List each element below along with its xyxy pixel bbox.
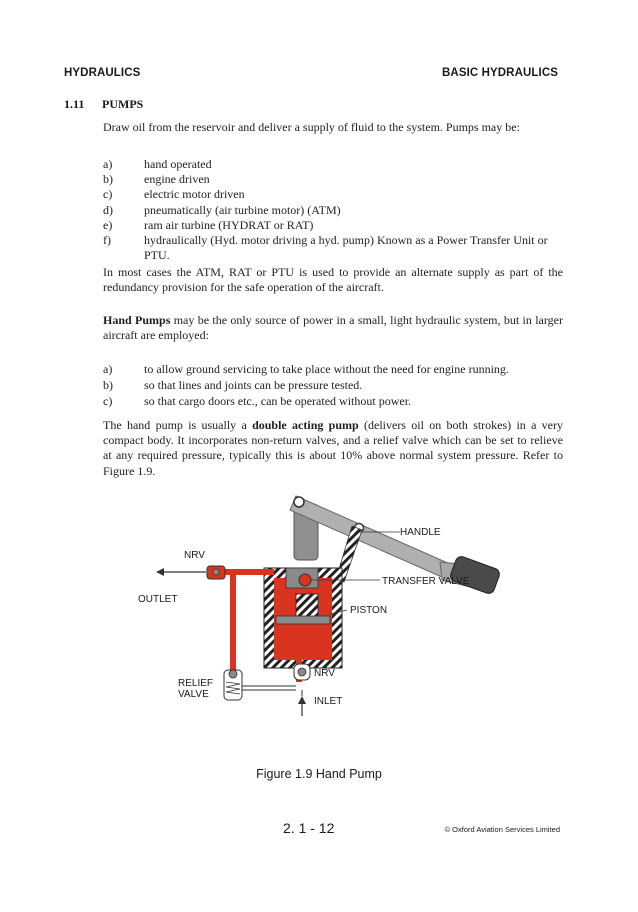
page-number: 2. 1 - 12 bbox=[283, 820, 335, 836]
list-item-text: so that lines and joints can be pressure tested. bbox=[144, 378, 363, 393]
relief-valve bbox=[224, 670, 242, 700]
piston-head bbox=[276, 616, 330, 624]
label-inlet: INLET bbox=[314, 696, 343, 707]
list-item-text: engine driven bbox=[144, 172, 210, 187]
list-item-text: so that cargo doors etc., can be operated without power. bbox=[144, 394, 412, 409]
label-nrv-bottom: NRV bbox=[314, 668, 335, 679]
hand-pumps-rest: may be the only source of power in a small, light hydraulic system, but in larger aircraft are employed: bbox=[103, 313, 563, 343]
list-item-label: f) bbox=[103, 233, 111, 248]
copyright-notice: © Oxford Aviation Services Limited bbox=[444, 825, 560, 834]
list-item-text: electric motor driven bbox=[144, 187, 245, 202]
list-item bbox=[103, 157, 563, 172]
header-right: BASIC HYDRAULICS bbox=[442, 67, 558, 79]
list-item bbox=[103, 233, 563, 263]
list-item-label: a) bbox=[103, 362, 113, 376]
list-item-label: a) bbox=[103, 157, 113, 171]
inlet-arrowhead bbox=[298, 696, 306, 704]
header-left: HYDRAULICS bbox=[64, 67, 141, 79]
hand-pump-uses-list bbox=[103, 362, 563, 410]
list-item bbox=[103, 203, 563, 218]
handle-grip bbox=[440, 555, 501, 595]
list-item-text: to allow ground servicing to take place without the need for engine running. bbox=[144, 362, 509, 376]
list-item-text: hydraulically (Hyd. motor driving a hyd. pump) Known as a Power Transfer Unit or PTU. bbox=[144, 233, 548, 263]
list-item-label: d) bbox=[103, 202, 113, 217]
list-item-label: b) bbox=[103, 378, 113, 393]
double-acting-pre: The hand pump is usually a bbox=[103, 418, 253, 432]
outlet-arrowhead bbox=[156, 568, 164, 576]
list-item-text: hand operated bbox=[144, 157, 212, 171]
list-item bbox=[103, 187, 563, 202]
list-item-label: c) bbox=[103, 187, 113, 202]
pump-body bbox=[264, 568, 342, 668]
list-item bbox=[103, 362, 563, 377]
section-number: 1.11 bbox=[64, 97, 85, 111]
list-item-text: pneumatically (air turbine motor) (ATM) bbox=[144, 202, 341, 217]
hand-pumps-paragraph bbox=[103, 313, 563, 343]
list-item bbox=[103, 378, 563, 393]
label-nrv-top: NRV bbox=[184, 550, 205, 561]
double-acting-bold: double acting pump bbox=[252, 418, 359, 432]
double-acting-post: (delivers oil on both strokes) in a very compact body. It incorporates non-return valves, and a relief valve which can be set to relieve at any required pressure, typically this is about 10% above normal system pressure. Refer to Figure 1.9. bbox=[103, 418, 564, 478]
label-handle: HANDLE bbox=[400, 527, 441, 538]
list-item-text: ram air turbine (HYDRAT or RAT) bbox=[144, 217, 314, 232]
list-item bbox=[103, 394, 563, 409]
section-title: PUMPS bbox=[102, 97, 144, 111]
label-relief-line2: VALVE bbox=[178, 689, 209, 700]
label-outlet: OUTLET bbox=[138, 594, 178, 605]
hand-pumps-lead: Hand Pumps bbox=[103, 313, 171, 327]
figure-caption: Figure 1.9 Hand Pump bbox=[256, 767, 382, 781]
double-acting-paragraph bbox=[103, 418, 563, 479]
nrv-bottom-valve bbox=[294, 664, 310, 680]
list-item-label: e) bbox=[103, 217, 113, 232]
intro-paragraph: Draw oil from the reservoir and deliver a supply of fluid to the system. Pumps may be: bbox=[103, 120, 520, 134]
label-transfer-valve: TRANSFER VALVE bbox=[382, 576, 470, 587]
list-item-label: b) bbox=[103, 172, 113, 187]
transfer-valve-ball bbox=[299, 574, 311, 586]
list-item bbox=[103, 172, 563, 187]
hand-pump-diagram bbox=[100, 482, 560, 722]
section-heading bbox=[64, 97, 143, 112]
pump-types-list bbox=[103, 157, 563, 263]
redundancy-paragraph: In most cases the ATM, RAT or PTU is used to provide an alternate supply as part of the redundancy provision for the safe operation of the aircraft. bbox=[103, 265, 563, 295]
label-piston: PISTON bbox=[350, 605, 388, 616]
list-item-label: c) bbox=[103, 394, 113, 409]
nrv-top-ball bbox=[213, 569, 219, 575]
label-relief-line1: RELIEF bbox=[178, 678, 214, 689]
return-lines bbox=[236, 686, 302, 696]
list-item bbox=[103, 218, 563, 233]
